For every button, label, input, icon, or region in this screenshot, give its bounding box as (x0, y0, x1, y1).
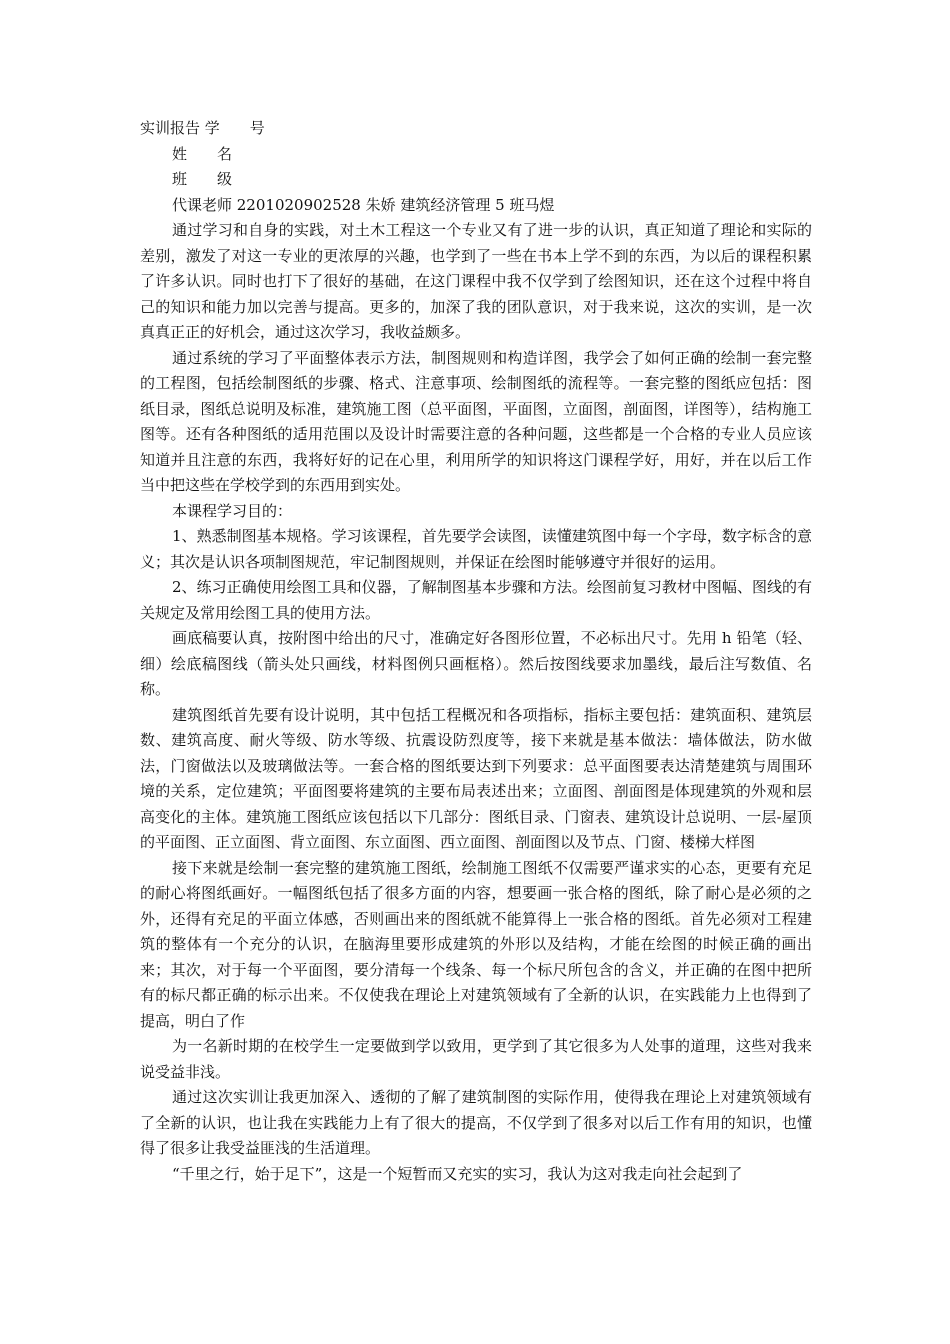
paragraph-3: 本课程学习目的： (172, 501, 293, 520)
paragraph-4: 1、熟悉制图基本规格。学习该课程，首先要学会读图，读懂建筑图中每一个字母，数字标含的意义；其次是认识各项制图规范，牢记制图规则，并保证在绘图时能够遵守并很好的运用。 (140, 527, 812, 571)
paragraph-5: 2、练习正确使用绘图工具和仪器，了解制图基本步骤和方法。绘图前复习教材中图幅、图线的有关规定及常用绘图工具的使用方法。 (140, 578, 812, 622)
report-title-line: 实训报告 学 号 (140, 119, 265, 137)
paragraph-6: 画底稿要认真，按附图中给出的尺寸，准确定好各图形位置，不必标出尺寸。先用 h 铅笔（轻、细）绘底稿图线（箭头处只画线，材料图例只画框格）。然后按图线要求加墨线，最后注写数值、名称。 (140, 629, 812, 698)
paragraph-2: 通过系统的学习了平面整体表示方法，制图规则和构造详图，我学会了如何正确的绘制一套完整的工程图，包括绘制图纸的步骤、格式、注意事项、绘制图纸的流程等。一套完整的图纸应包括：图纸目录，图纸总说明及标准，建筑施工图（总平面图，平面图，立面图，剖面图，详图等），结构施工图等。还有各种图纸的适用范围以及设计时需要注意的各种问题，这些都是一个合格的专业人员应该知道并且注意的东西，我将好好的记在心里，利用所学的知识将这门课程学好，用好，并在以后工作当中把这些在学校学到的东西用到实处。 (140, 348, 812, 494)
paragraph-10: 通过这次实训让我更加深入、透彻的了解了建筑制图的实际作用，使得我在理论上对建筑领域有了全新的认识，也让我在实践能力上有了很大的提高，不仅学到了很多对以后工作有用的知识，也懂得了很多让我受益匪浅的生活道理。 (140, 1088, 812, 1157)
paragraph-8: 接下来就是绘制一套完整的建筑施工图纸，绘制施工图纸不仅需要严谨求实的心态，更要有充足的耐心将图纸画好。一幅图纸包括了很多方面的内容，想要画一张合格的图纸，除了耐心是必须的之外，还得有充足的平面立体感，否则画出来的图纸就不能算得上一张合格的图纸。首先必须对工程建筑的整体有一个充分的认识，在脑海里要形成建筑的外形以及结构，才能在绘图的时候正确的画出来；其次，对于每一个平面图，要分清每一个线条、每一个标尺所包含的含义，并正确的在图中把所有的标尺都正确的标示出来。不仅使我在理论上对建筑领域有了全新的认识，在实践能力上也得到了提高，明白了作 (140, 858, 812, 1030)
class-line: 班 级 (172, 170, 233, 188)
paragraph-11: “千里之行，始于足下”，这是一个短暂而又充实的实习，我认为这对我走向社会起到了 (172, 1164, 743, 1183)
paragraph-1: 通过学习和自身的实践，对土木工程这一个专业又有了进一步的认识，真正知道了理论和实际的差别，激发了对这一专业的更浓厚的兴趣，也学到了一些在书本上学不到的东西，为以后的课程积累了许多认识。同时也打下了很好的基础，在这门课程中我不仅学到了绘图知识，还在这个过程中将自己的知识和能力加以完善与提高。更多的，加深了我的团队意识，对于我来说，这次的实训，是一次真真正正的好机会，通过这次学习，我收益颇多。 (140, 221, 812, 341)
paragraph-9: 为一名新时期的在校学生一定要做到学以致用，更学到了其它很多为人处事的道理，这些对我来说受益非浅。 (140, 1037, 812, 1081)
name-line: 姓 名 (172, 144, 233, 163)
paragraph-7: 建筑图纸首先要有设计说明，其中包括工程概况和各项指标，指标主要包括：建筑面积、建筑层数、建筑高度、耐火等级、防水等级、抗震设防烈度等，接下来就是基本做法：墙体做法，防水做法，门窗做法以及玻璃做法等。一套合格的图纸要达到下列要求：总平面图要表达清楚建筑与周围环境的关系，定位建筑；平面图要将建筑的主要布局表述出来；立面图、剖面图是体现建筑的外观和层高变化的主体。建筑施工图纸应该包括以下几部分：图纸目录、门窗表、建筑设计总说明、一层-屋顶的平面图、正立面图、背立面图、东立面图、西立面图、剖面图以及节点、门窗、楼梯大样图 (140, 705, 812, 851)
teacher-line: 代课老师 2201020902528 朱娇 建筑经济管理 5 班马煜 (172, 195, 555, 214)
document-body (140, 116, 812, 1187)
